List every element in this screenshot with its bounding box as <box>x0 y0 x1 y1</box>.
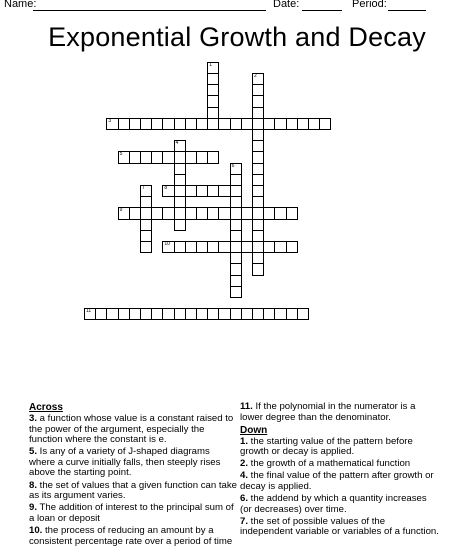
clue-number: 2 <box>254 73 257 79</box>
crossword-cell[interactable] <box>241 241 253 253</box>
across-clues <box>29 402 237 549</box>
period-label: Period: <box>352 0 387 10</box>
clue-across-5: 5. Is any of a variety of J-shaped diagrams where a curve initially falls, then steeply rises above the starting point. <box>29 446 221 479</box>
crossword-cell[interactable] <box>196 118 208 130</box>
page-title: Exponential Growth and Decay <box>48 22 426 52</box>
clue-number: 8 <box>164 185 168 191</box>
name-field[interactable] <box>33 10 266 11</box>
crossword-cell[interactable] <box>297 308 309 320</box>
clue-across-9: 9. The addition of interest to the principal sum of a loan or deposit <box>29 502 234 524</box>
crossword-cell[interactable] <box>286 241 298 253</box>
clue-across-8: 8. the set of values that a given function can take as its argument varies. <box>29 479 238 502</box>
clue-number: 6 <box>231 162 235 169</box>
crossword-cell[interactable] <box>162 207 174 219</box>
clue-across-10: 10. the process of reducing an amount by a consistent percentage rate over a period of time <box>29 524 233 547</box>
clue-number: 7 <box>142 185 145 191</box>
clue-down-2: 2. the growth of a mathematical function <box>240 458 411 470</box>
down-clues <box>240 402 440 540</box>
crossword-cell[interactable] <box>174 219 186 231</box>
clue-number: 11 <box>86 308 92 315</box>
down-heading: Down <box>240 424 268 436</box>
crossword-cell[interactable] <box>162 151 174 163</box>
period-field[interactable] <box>388 10 426 11</box>
date-label: Date: <box>273 0 300 10</box>
date-field[interactable] <box>302 10 342 11</box>
crossword-cell[interactable] <box>140 241 152 253</box>
clue-across-11: 11. If the polynomial in the numerator is a lower degree than the denominator. <box>240 401 416 423</box>
clue-down-7: 7. the set of possible values of the independent variable or variables of a function. <box>240 515 439 538</box>
across-heading: Across <box>29 402 63 413</box>
crossword-cell[interactable] <box>319 118 331 130</box>
crossword-cell[interactable] <box>129 207 141 219</box>
crossword-cell[interactable] <box>207 151 219 163</box>
crossword-cell[interactable] <box>241 207 253 219</box>
clue-across-3: 3. a function whose value is a constant raised to the power of the argument, especially the function where the constant is e. <box>29 413 234 446</box>
worksheet-header <box>0 0 474 14</box>
crossword-cell[interactable] <box>162 185 174 197</box>
crossword-cell[interactable] <box>218 207 230 219</box>
crossword-cell[interactable] <box>230 286 242 298</box>
clue-down-1: 1. the starting value of the pattern before growth or decay is applied. <box>240 435 413 458</box>
clue-number: 4 <box>175 140 179 147</box>
clue-down-6: 6. the addend by which a quantity increases (or decreases) over time. <box>240 493 427 515</box>
crossword-cell[interactable] <box>218 241 230 253</box>
crossword-cell[interactable] <box>218 185 230 197</box>
crossword-cell[interactable] <box>241 118 253 130</box>
clue-number: 1 <box>209 61 212 68</box>
crossword-cell[interactable] <box>252 263 264 275</box>
name-label: Name: <box>4 0 37 10</box>
clue-number: 5 <box>119 151 123 158</box>
clue-number: 3 <box>108 117 112 124</box>
clue-number: 9 <box>119 207 123 214</box>
clue-number: 10 <box>164 241 170 247</box>
clue-down-4: 4. the final value of the pattern after growth or decay is applied. <box>240 470 434 493</box>
crossword-cell[interactable] <box>286 207 298 219</box>
